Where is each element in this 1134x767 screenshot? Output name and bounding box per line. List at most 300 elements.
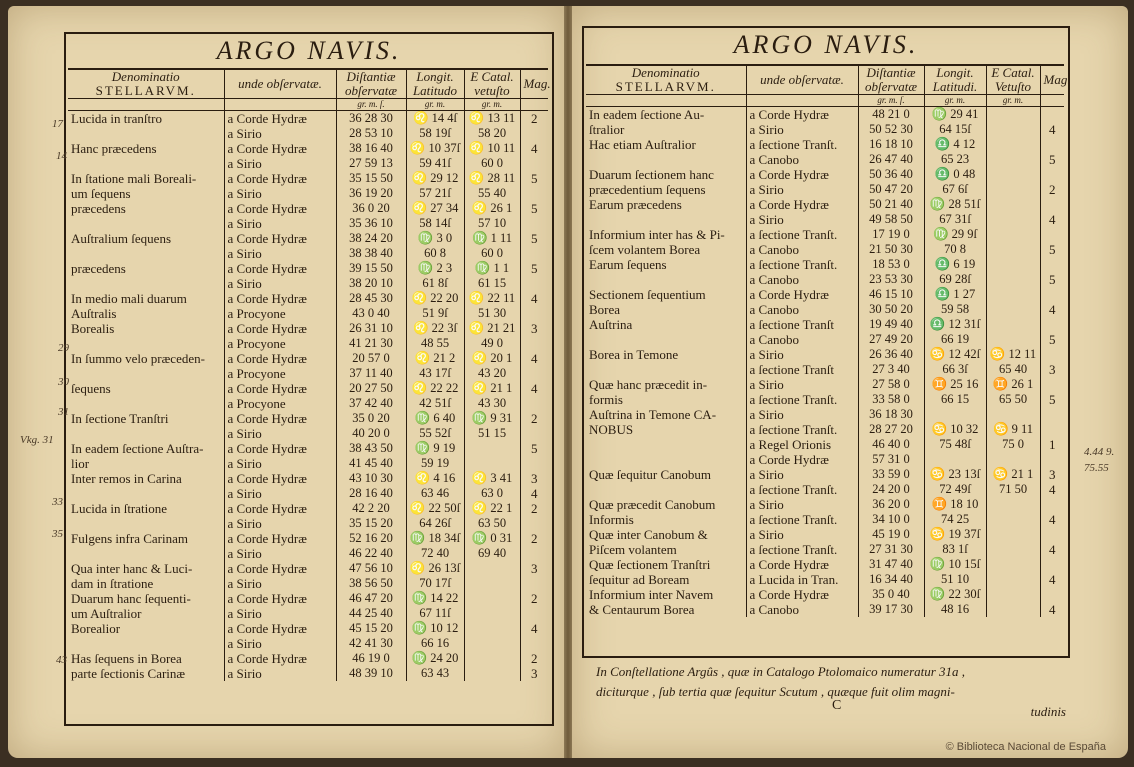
- table-row: [68, 216, 548, 231]
- left-margin-note-3: 29: [58, 342, 69, 354]
- longitude-value: 59 41ſ: [406, 156, 464, 171]
- catalog-value: 51 15: [464, 426, 520, 441]
- longitude-value: 64 26ſ: [406, 516, 464, 531]
- observed-from: a Corde Hydræ: [224, 411, 336, 426]
- left-page: [8, 6, 564, 758]
- star-name: [68, 126, 224, 141]
- magnitude-value: 4: [531, 351, 538, 366]
- magnitude-value: 4: [531, 141, 538, 156]
- right-margin-note-2: 75.55: [1084, 462, 1109, 474]
- table-row: [586, 122, 1064, 137]
- catalog-value: 63 0: [464, 486, 520, 501]
- magnitude-value: 4: [1049, 542, 1056, 557]
- right-page: [572, 6, 1128, 758]
- catalog-value: ♌ 3 41: [464, 471, 520, 486]
- distance-value: 48 39 10: [336, 666, 406, 681]
- catalog-value: 57 10: [464, 216, 520, 231]
- catalog-value: ♌ 21 1: [464, 381, 520, 396]
- longitude-value: 48 55: [406, 336, 464, 351]
- catalog-value: [986, 302, 1040, 317]
- star-name: Qua inter hanc & Luci-: [68, 561, 224, 576]
- star-name: Piſcem volantem: [586, 542, 746, 557]
- magnitude-value: 4: [1049, 122, 1056, 137]
- observed-from: a Corde Hydræ: [224, 171, 336, 186]
- header-distance: Diſtantiæ obſervatæ: [858, 65, 924, 95]
- magnitude-value: [1040, 347, 1064, 362]
- distance-value: 46 22 40: [336, 546, 406, 561]
- star-name: ſequens: [68, 381, 224, 396]
- header-name: Denominatio STELLARVM.: [68, 69, 224, 99]
- longitude-value: 66 3ſ: [924, 362, 986, 377]
- longitude-value: ♌ 21 2: [406, 351, 464, 366]
- observed-from: a Canobo: [746, 602, 858, 617]
- distance-value: 23 53 30: [858, 272, 924, 287]
- longitude-value: ♍ 2 3: [406, 261, 464, 276]
- longitude-value: ♌ 22 50ſ: [406, 501, 464, 516]
- star-name: um ſequens: [68, 186, 224, 201]
- longitude-value: ♍ 18 34ſ: [406, 531, 464, 546]
- observed-from: a Corde Hydræ: [224, 321, 336, 336]
- distance-value: 28 27 20: [858, 422, 924, 437]
- distance-value: 48 21 0: [858, 107, 924, 123]
- magnitude-value: 5: [531, 171, 538, 186]
- star-name: parte ſectionis Carinæ: [68, 666, 224, 681]
- table-row: [68, 606, 548, 621]
- table-row: [68, 651, 548, 666]
- longitude-value: 51 10: [924, 572, 986, 587]
- table-row: [68, 381, 548, 396]
- signature-mark: C: [832, 698, 842, 713]
- distance-value: 36 28 30: [336, 111, 406, 127]
- magnitude-value: [1040, 227, 1064, 242]
- table-row: [586, 182, 1064, 197]
- distance-value: 45 15 20: [336, 621, 406, 636]
- star-name: Quæ præcedit Canobum: [586, 497, 746, 512]
- magnitude-value: [1040, 452, 1064, 467]
- star-name: Quæ inter Canobum &: [586, 527, 746, 542]
- star-name: Hanc præcedens: [68, 141, 224, 156]
- star-name: In ſummo velo præceden-: [68, 351, 224, 366]
- magnitude-value: 2: [531, 111, 538, 126]
- distance-value: 38 20 10: [336, 276, 406, 291]
- magnitude-value: [520, 306, 548, 321]
- observed-from: a Sirio: [224, 186, 336, 201]
- table-row: [68, 546, 548, 561]
- longitude-value: 74 25: [924, 512, 986, 527]
- observed-from: a Corde Hydræ: [746, 452, 858, 467]
- distance-value: 41 21 30: [336, 336, 406, 351]
- table-row: [68, 291, 548, 306]
- observed-from: a Corde Hydræ: [224, 381, 336, 396]
- observed-from: a Corde Hydræ: [224, 141, 336, 156]
- table-row: [68, 621, 548, 636]
- catalog-value: [464, 561, 520, 576]
- catalog-value: ♌ 26 1: [464, 201, 520, 216]
- longitude-value: 59 58: [924, 302, 986, 317]
- distance-value: 26 47 40: [858, 152, 924, 167]
- distance-value: 43 0 40: [336, 306, 406, 321]
- magnitude-value: [520, 186, 548, 201]
- distance-value: 27 59 13: [336, 156, 406, 171]
- table-row: [586, 497, 1064, 512]
- catalog-value: [986, 317, 1040, 332]
- catalog-value: [986, 587, 1040, 602]
- catalog-value: 71 50: [986, 482, 1040, 497]
- observed-from: a Corde Hydræ: [224, 351, 336, 366]
- table-row: [586, 407, 1064, 422]
- table-row: [586, 467, 1064, 482]
- distance-value: 16 34 40: [858, 572, 924, 587]
- units-longitude: gr. m.: [406, 99, 464, 111]
- distance-value: 37 11 40: [336, 366, 406, 381]
- table-row: [68, 321, 548, 336]
- star-name: In ſtatione mali Boreali-: [68, 171, 224, 186]
- table-row: [68, 171, 548, 186]
- star-name: Lucida in ſtratione: [68, 501, 224, 516]
- longitude-value: ♌ 22 22: [406, 381, 464, 396]
- distance-value: 38 16 40: [336, 141, 406, 156]
- magnitude-value: [520, 426, 548, 441]
- distance-value: 17 19 0: [858, 227, 924, 242]
- star-name: NOBUS: [586, 422, 746, 437]
- table-row: [586, 542, 1064, 557]
- star-name: Borea: [586, 302, 746, 317]
- star-name: Hac etiam Auſtralior: [586, 137, 746, 152]
- catalog-value: ♋ 12 11: [986, 347, 1040, 362]
- longitude-value: [924, 452, 986, 467]
- observed-from: a Corde Hydræ: [224, 261, 336, 276]
- longitude-value: 66 16: [406, 636, 464, 651]
- magnitude-value: [520, 276, 548, 291]
- star-name: [586, 437, 746, 452]
- catalog-value: [464, 651, 520, 666]
- observed-from: a Sirio: [224, 606, 336, 621]
- star-name: [586, 332, 746, 347]
- table-row: [586, 332, 1064, 347]
- distance-value: 20 57 0: [336, 351, 406, 366]
- footnote-line-1: In Conſtellatione Argûs , quæ in Catalogo Ptolomaico numeratur 31a ,: [596, 664, 966, 679]
- magnitude-value: 5: [531, 261, 538, 276]
- library-credit: © Biblioteca Nacional de España: [945, 741, 1106, 753]
- magnitude-value: [520, 156, 548, 171]
- observed-from: a Corde Hydræ: [224, 441, 336, 456]
- left-margin-note-9: Vkg. 31: [20, 434, 54, 446]
- longitude-value: ♌ 27 34: [406, 201, 464, 216]
- left-margin-note-6: 33: [52, 496, 63, 508]
- distance-value: 27 31 30: [858, 542, 924, 557]
- longitude-value: 66 19: [924, 332, 986, 347]
- observed-from: a Corde Hydræ: [224, 291, 336, 306]
- units-catalog: gr. m.: [986, 95, 1040, 107]
- distance-value: 27 3 40: [858, 362, 924, 377]
- observed-from: a Sirio: [224, 276, 336, 291]
- magnitude-value: 1: [1049, 437, 1056, 452]
- star-name: Inter remos in Carina: [68, 471, 224, 486]
- header-magnitude: Mag.: [1040, 65, 1064, 95]
- table-row: [68, 516, 548, 531]
- distance-value: 50 47 20: [858, 182, 924, 197]
- catalog-value: [986, 497, 1040, 512]
- star-name: Sectionem ſequentium: [586, 287, 746, 302]
- longitude-value: ♎ 0 48: [924, 167, 986, 182]
- star-name: um Auſtralior: [68, 606, 224, 621]
- table-row: [68, 156, 548, 171]
- star-name: [68, 216, 224, 231]
- left-margin-note-7: 35: [52, 528, 63, 540]
- footnote-line-3: tudinis: [1030, 704, 1066, 719]
- star-name: ſtralior: [586, 122, 746, 137]
- longitude-value: ♌ 26 13ſ: [406, 561, 464, 576]
- star-name: In eadem ſectione Auſtra-: [68, 441, 224, 456]
- longitude-value: ♎ 6 19: [924, 257, 986, 272]
- magnitude-value: 4: [1049, 512, 1056, 527]
- star-name: In eadem ſectione Au-: [586, 107, 746, 123]
- magnitude-value: [1040, 317, 1064, 332]
- observed-from: a Sirio: [224, 546, 336, 561]
- observed-from: a Corde Hydræ: [746, 287, 858, 302]
- distance-value: 33 59 0: [858, 467, 924, 482]
- magnitude-value: [1040, 407, 1064, 422]
- magnitude-value: [520, 456, 548, 471]
- star-name: Has ſequens in Borea: [68, 651, 224, 666]
- distance-value: 40 20 0: [336, 426, 406, 441]
- catalog-value: 65 50: [986, 392, 1040, 407]
- observed-from: a ſectione Tranſt.: [746, 512, 858, 527]
- catalog-value: 43 30: [464, 396, 520, 411]
- magnitude-value: 5: [531, 231, 538, 246]
- table-row: [68, 411, 548, 426]
- star-name: Fulgens infra Carinam: [68, 531, 224, 546]
- table-row: [68, 351, 548, 366]
- table-row: [68, 456, 548, 471]
- longitude-value: ♎ 12 31ſ: [924, 317, 986, 332]
- table-row: [586, 107, 1064, 123]
- observed-from: a Corde Hydræ: [224, 651, 336, 666]
- longitude-value: 83 1ſ: [924, 542, 986, 557]
- longitude-value: 72 40: [406, 546, 464, 561]
- distance-value: 47 56 10: [336, 561, 406, 576]
- longitude-value: ♋ 10 32: [924, 422, 986, 437]
- longitude-value: 63 46: [406, 486, 464, 501]
- star-name: [586, 212, 746, 227]
- left-header-row: [68, 69, 548, 99]
- catalog-value: ♍ 1 1: [464, 261, 520, 276]
- magnitude-value: 4: [531, 291, 538, 306]
- longitude-value: ♎ 4 12: [924, 137, 986, 152]
- star-name: Earum præcedens: [586, 197, 746, 212]
- longitude-value: ♍ 6 40: [406, 411, 464, 426]
- longitude-value: ♌ 14 4ſ: [406, 111, 464, 127]
- magnitude-value: 4: [531, 621, 538, 636]
- catalog-value: [986, 557, 1040, 572]
- star-name: [586, 482, 746, 497]
- catalog-value: [464, 621, 520, 636]
- longitude-value: ♍ 24 20: [406, 651, 464, 666]
- observed-from: a ſectione Tranſt.: [746, 392, 858, 407]
- table-row: [68, 396, 548, 411]
- observed-from: a Procyone: [224, 396, 336, 411]
- table-row: [68, 276, 548, 291]
- distance-value: 39 17 30: [858, 602, 924, 617]
- table-row: [586, 227, 1064, 242]
- table-row: [586, 362, 1064, 377]
- longitude-value: 67 31ſ: [924, 212, 986, 227]
- footnote-line-2: diciturque , ſub tertia quæ ſequitur Scutum , quæque fuit olim magni-: [596, 684, 955, 699]
- table-row: [586, 392, 1064, 407]
- longitude-value: 51 9ſ: [406, 306, 464, 321]
- star-name: [586, 152, 746, 167]
- observed-from: a ſectione Tranſt.: [746, 482, 858, 497]
- star-name: ſequitur ad Boream: [586, 572, 746, 587]
- magnitude-value: 2: [531, 501, 538, 516]
- longitude-value: 60 8: [406, 246, 464, 261]
- table-row: [586, 137, 1064, 152]
- header-distance: Diſtantiæ obſervatæ: [336, 69, 406, 99]
- observed-from: a ſectione Tranſt.: [746, 422, 858, 437]
- table-row: [68, 501, 548, 516]
- magnitude-value: [520, 216, 548, 231]
- magnitude-value: [1040, 167, 1064, 182]
- left-page-title: ARGO NAVIS.: [216, 36, 402, 65]
- observed-from: a Lucida in Tran.: [746, 572, 858, 587]
- table-row: [68, 231, 548, 246]
- table-row: [586, 242, 1064, 257]
- table-row: [586, 602, 1064, 617]
- star-name: Informium inter has & Pi-: [586, 227, 746, 242]
- star-name: [68, 156, 224, 171]
- distance-value: 36 18 30: [858, 407, 924, 422]
- catalog-value: ♍ 1 11: [464, 231, 520, 246]
- right-units-row: [586, 95, 1064, 107]
- star-name: [68, 276, 224, 291]
- catalog-value: [986, 182, 1040, 197]
- star-name: [68, 516, 224, 531]
- constellation-footnote: [596, 662, 1066, 722]
- longitude-value: 66 15: [924, 392, 986, 407]
- catalog-value: 65 40: [986, 362, 1040, 377]
- magnitude-value: 4: [1049, 482, 1056, 497]
- magnitude-value: [1040, 197, 1064, 212]
- catalog-value: [986, 287, 1040, 302]
- longitude-value: ♌ 10 37ſ: [406, 141, 464, 156]
- magnitude-value: 4: [1049, 602, 1056, 617]
- distance-value: 50 21 40: [858, 197, 924, 212]
- observed-from: a Sirio: [224, 246, 336, 261]
- magnitude-value: [1040, 557, 1064, 572]
- distance-value: 35 0 20: [336, 411, 406, 426]
- star-name: præcedens: [68, 201, 224, 216]
- table-row: [586, 512, 1064, 527]
- magnitude-value: [1040, 257, 1064, 272]
- header-from: unde obſervatæ.: [746, 65, 858, 95]
- longitude-value: 58 14ſ: [406, 216, 464, 231]
- distance-value: 36 19 20: [336, 186, 406, 201]
- distance-value: 27 49 20: [858, 332, 924, 347]
- distance-value: 28 16 40: [336, 486, 406, 501]
- catalog-value: [986, 272, 1040, 287]
- magnitude-value: [1040, 107, 1064, 123]
- left-margin-note-4: 30: [58, 376, 69, 388]
- distance-value: 16 18 10: [858, 137, 924, 152]
- distance-value: 46 15 10: [858, 287, 924, 302]
- magnitude-value: 5: [1049, 272, 1056, 287]
- units-catalog: gr. m.: [464, 99, 520, 111]
- left-margin-note-1: 17: [52, 118, 63, 130]
- star-name: [68, 486, 224, 501]
- observed-from: a Sirio: [746, 347, 858, 362]
- longitude-value: 72 49ſ: [924, 482, 986, 497]
- magnitude-value: 4: [531, 486, 538, 501]
- star-name: [586, 362, 746, 377]
- table-row: [586, 437, 1064, 452]
- observed-from: a Canobo: [746, 332, 858, 347]
- star-name: Lucida in tranſtro: [68, 111, 224, 127]
- star-name: [68, 246, 224, 261]
- observed-from: a Sirio: [224, 456, 336, 471]
- observed-from: a Procyone: [224, 336, 336, 351]
- longitude-value: ♋ 23 13ſ: [924, 467, 986, 482]
- star-name: [586, 452, 746, 467]
- longitude-value: 64 15ſ: [924, 122, 986, 137]
- distance-value: 35 15 20: [336, 516, 406, 531]
- table-row: [68, 561, 548, 576]
- distance-value: 37 42 40: [336, 396, 406, 411]
- catalog-value: [986, 197, 1040, 212]
- distance-value: 49 58 50: [858, 212, 924, 227]
- longitude-value: 65 23: [924, 152, 986, 167]
- catalog-value: [464, 591, 520, 606]
- star-name: Informis: [586, 512, 746, 527]
- distance-value: 38 38 40: [336, 246, 406, 261]
- observed-from: a Corde Hydræ: [224, 621, 336, 636]
- magnitude-value: 5: [531, 441, 538, 456]
- observed-from: a Corde Hydræ: [224, 231, 336, 246]
- catalog-value: [986, 167, 1040, 182]
- observed-from: a ſectione Tranſt: [746, 317, 858, 332]
- longitude-value: 63 43: [406, 666, 464, 681]
- catalog-value: [986, 512, 1040, 527]
- observed-from: a ſectione Tranſt: [746, 362, 858, 377]
- table-row: [586, 452, 1064, 467]
- star-name: In ſectione Tranſtri: [68, 411, 224, 426]
- catalog-value: [986, 257, 1040, 272]
- distance-value: 42 2 20: [336, 501, 406, 516]
- observed-from: a Sirio: [224, 216, 336, 231]
- longitude-value: ♍ 29 9ſ: [924, 227, 986, 242]
- units-distance: gr. m. ſ.: [858, 95, 924, 107]
- star-name: Borealis: [68, 321, 224, 336]
- star-name: præcedentium ſequens: [586, 182, 746, 197]
- observed-from: a ſectione Tranſt.: [746, 137, 858, 152]
- distance-value: 33 58 0: [858, 392, 924, 407]
- magnitude-value: [1040, 527, 1064, 542]
- catalog-value: ♌ 10 11: [464, 141, 520, 156]
- catalog-value: ♊ 26 1: [986, 377, 1040, 392]
- catalog-value: 60 0: [464, 156, 520, 171]
- star-name: formis: [586, 392, 746, 407]
- distance-value: 18 53 0: [858, 257, 924, 272]
- catalog-value: ♋ 9 11: [986, 422, 1040, 437]
- distance-value: 28 45 30: [336, 291, 406, 306]
- magnitude-value: 5: [1049, 152, 1056, 167]
- table-row: [68, 246, 548, 261]
- distance-value: 46 47 20: [336, 591, 406, 606]
- observed-from: a Corde Hydræ: [746, 167, 858, 182]
- magnitude-value: 5: [531, 201, 538, 216]
- star-name: Quæ ſectionem Tranſtri: [586, 557, 746, 572]
- longitude-value: 43 17ſ: [406, 366, 464, 381]
- catalog-value: 60 0: [464, 246, 520, 261]
